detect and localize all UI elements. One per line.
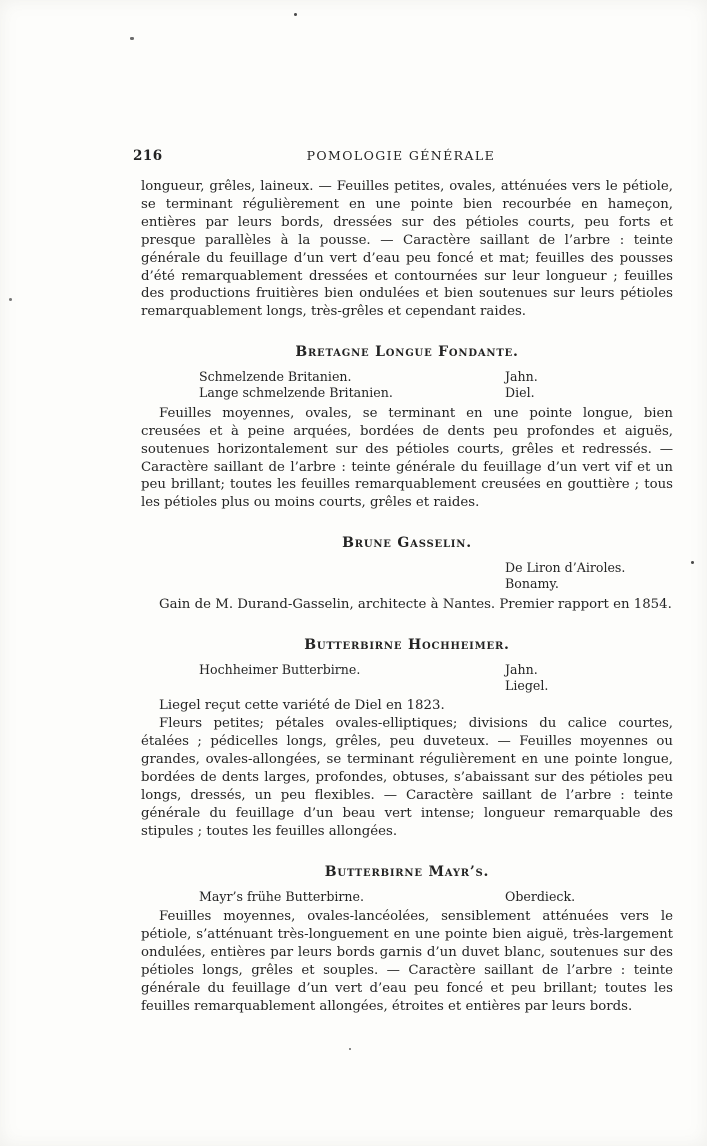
section-paragraph: Feuilles moyennes, ovales-lancéolées, sensiblement atténuées vers le pétiole, s’atténuant très-longuement en une pointe bien aiguë, très-largement ondulées, entières par leurs bords garnis d’un duvet blanc, soutenues sur des pétioles longs, grêles et souples. — Caractère saillant de l’arbre : teinte générale du feuillage d’un vert d’eau peu foncé et peu brillant; toutes les feuilles remarquablement allongées, étroites et entières par leurs bords.	[141, 909, 673, 1014]
synonym-name: Hochheimer Butterbirne.	[199, 661, 361, 677]
intro-paragraph: longueur, grêles, laineux. — Feuilles petites, ovales, atténuées vers le pétiole, se terminant régulièrement en une pointe bien recourbée en hameçon, entières par leurs bords, dressées sur des pétioles courts, peu forts et presque parallèles à la pousse. — Caractère saillant de l’arbre : teinte générale du feuillage d’un vert d’eau peu foncé et mat; feuilles des pousses d’été remarquablement dressées et contournées sur leur longueur ; feuilles des productions fruitières bien ondulées et bien soutenues sur leurs pétioles remarquablement longs, très-grêles et cependant raides.	[141, 179, 673, 320]
synonym-authority: De Liron d’Airoles.	[505, 560, 626, 576]
scan-speck	[130, 37, 134, 40]
section-bretagne-longue-fondante	[141, 344, 673, 512]
synonym-authority: Jahn.	[505, 661, 538, 677]
synonym-name: Schmelzende Britanien.	[199, 369, 352, 385]
synonym-authority: Bonamy.	[505, 576, 559, 592]
section-heading: Brune Gasselin.	[342, 535, 472, 552]
synonym-authority: Liegel.	[505, 677, 549, 693]
section-heading: Butterbirne Hochheimer.	[304, 636, 510, 653]
text-block	[133, 148, 673, 1016]
scan-speck	[691, 561, 694, 564]
section-paragraph: Liegel reçut cette variété de Diel en 1823.	[159, 698, 445, 714]
running-title: POMOLOGIE GÉNÉRALE	[306, 148, 496, 163]
section-brune-gasselin	[141, 535, 673, 614]
synonym-row	[141, 889, 673, 905]
synonym-list	[141, 889, 673, 905]
synonym-row	[141, 385, 673, 401]
section-paragraph: Fleurs petites; pétales ovales-elliptiques; divisions du calice courtes, étalées ; pédicelles longs, grêles, peu duveteux. — Feuilles moyennes ou grandes, ovales-allongées, se terminant régulièrement en une pointe longue, bordées de dents larges, profondes, obtuses, s’abaissant sur des pétioles peu longs, dressés, un peu flexibles. — Caractère saillant de l’arbre : teinte générale du feuillage d’un beau vert intense; longueur remarquable des stipules ; toutes les feuilles allongées.	[141, 716, 673, 839]
section-heading: Bretagne Longue Fondante.	[295, 344, 519, 361]
synonym-row	[141, 560, 673, 576]
synonym-list	[141, 662, 673, 694]
synonym-authority: Oberdieck.	[505, 888, 576, 904]
scan-speck	[9, 298, 12, 301]
section-butterbirne-mayrs	[141, 864, 673, 1016]
synonym-row	[141, 662, 673, 678]
synonym-list	[141, 369, 673, 401]
synonym-name: Lange schmelzende Britanien.	[199, 385, 393, 401]
synonym-list	[141, 560, 673, 592]
section-heading: Butterbirne Mayr’s.	[324, 863, 490, 880]
synonym-authority: Jahn.	[505, 369, 538, 385]
synonym-row	[141, 369, 673, 385]
scan-speck	[349, 1048, 351, 1050]
synonym-authority: Diel.	[505, 385, 535, 401]
synonym-row	[141, 576, 673, 592]
synonym-row	[141, 678, 673, 694]
scan-speck	[294, 13, 297, 16]
page-header	[133, 148, 673, 164]
section-paragraph: Gain de M. Durand-Gasselin, architecte à Nantes. Premier rapport en 1854.	[159, 596, 672, 612]
section-butterbirne-hochheimer	[141, 637, 673, 841]
section-paragraph: Feuilles moyennes, ovales, se terminant en une pointe longue, bien creusées et à peine arquées, bordées de dents peu profondes et aiguës, soutenues horizontalement sur des pétioles courts, grêles et redressés. — Caractère saillant de l’arbre : teinte générale du feuillage d’un vert vif et un peu brillant; toutes les feuilles remarquablement creusées en gouttière ; tous les pétioles plus ou moins courts, grêles et raides.	[141, 405, 673, 511]
synonym-name: Mayr’s frühe Butterbirne.	[199, 888, 365, 904]
page-number: 216	[133, 148, 163, 164]
